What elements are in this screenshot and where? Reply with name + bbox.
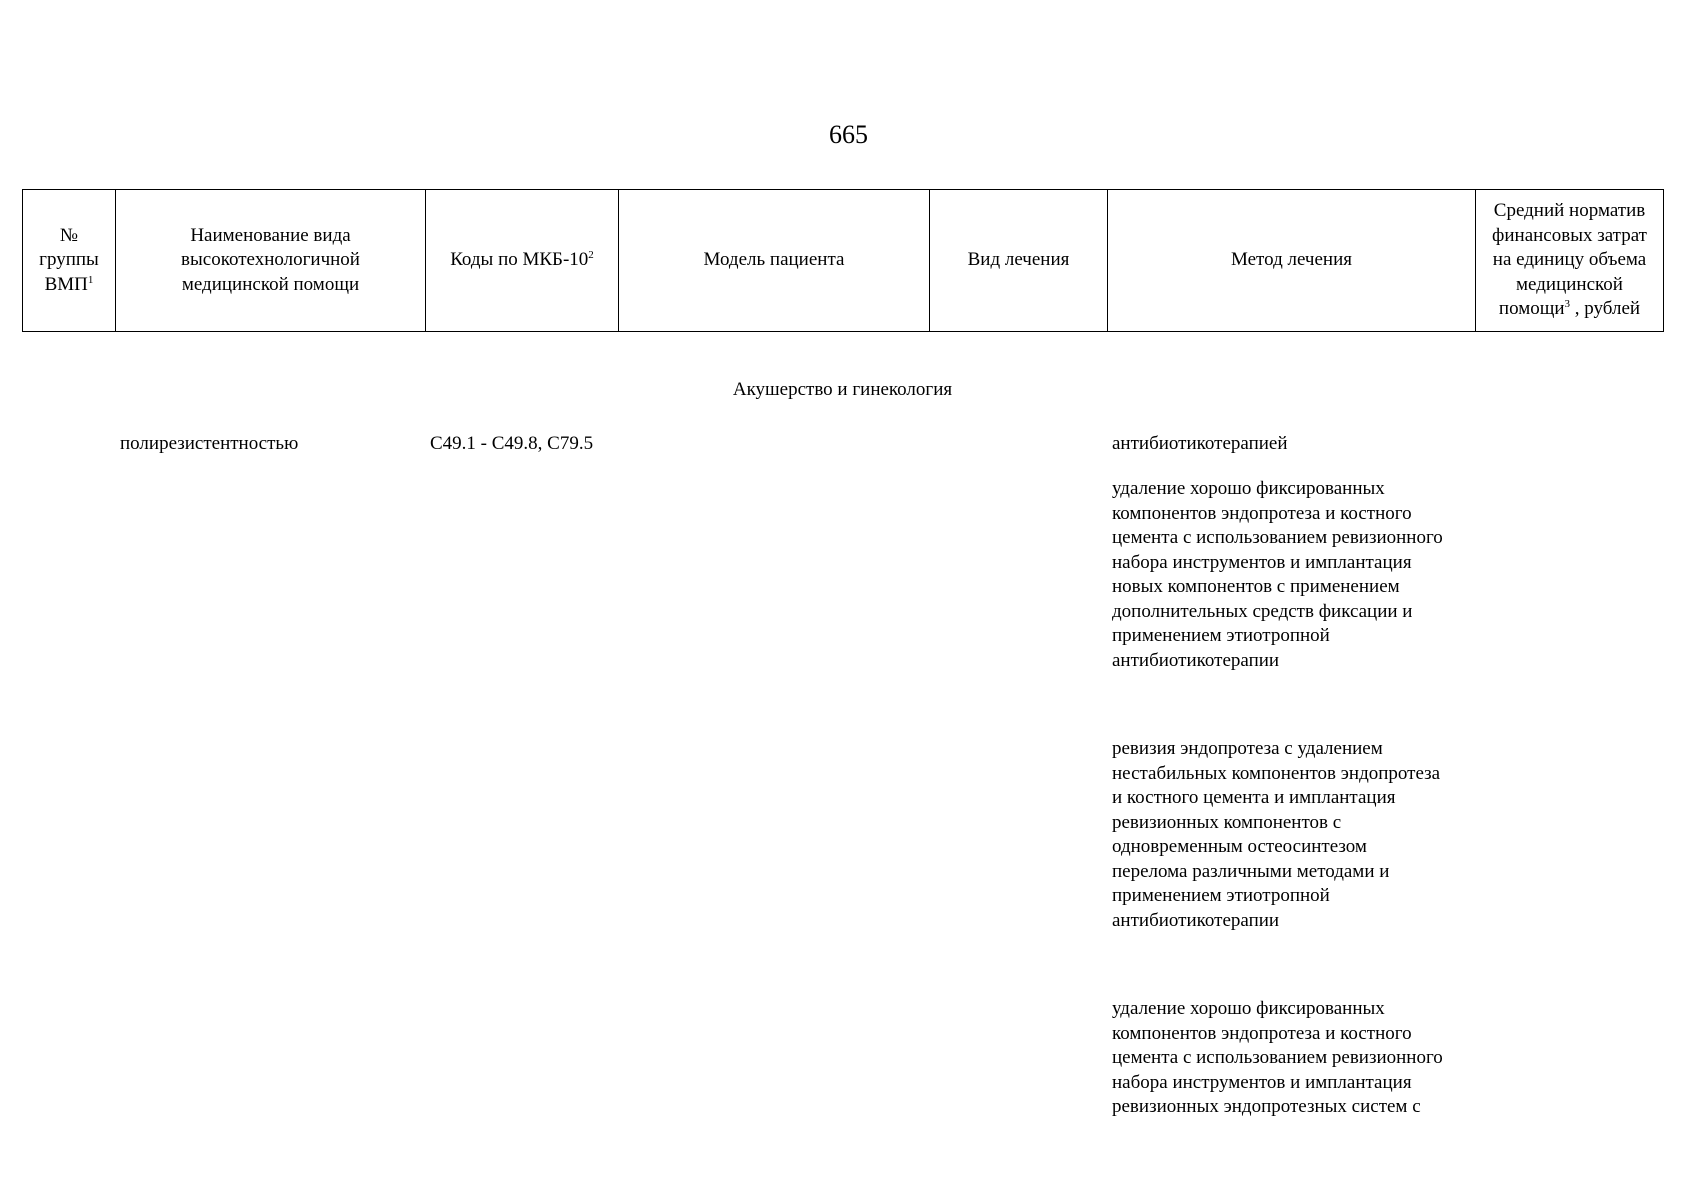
footnote-3: 3 [1564, 298, 1571, 311]
care-type-name-cell: полирезистентностью [120, 433, 299, 454]
header-group-number: № группы ВМП$^1$ [23, 190, 116, 332]
header-care-type-name: Наименование вида высокотехнологичной медицинской помощи [116, 190, 426, 332]
header-patient-model: Модель пациента [619, 190, 930, 332]
page-number: 665 [829, 120, 868, 149]
header-treatment-method: Метод лечения [1108, 190, 1476, 332]
header-treatment-type: Вид лечения [930, 190, 1108, 332]
method-item: удаление хорошо фиксированных компонентов эндопротеза и костного цемента с использованием ревизионного набора инструментов и имплантация ревизионных эндопротезных систем с [1112, 998, 1443, 1117]
method-item: ревизия эндопротеза с удалением нестабильных компонентов эндопротеза и костного цемента и имплантация ревизионных компонентов с одновременным остеосинтезом перелома различными методами и применением этиотропной антибиотикотерапии [1112, 738, 1441, 931]
header-icd-codes: Коды по МКБ-$10^2$ [426, 190, 619, 332]
header-average-cost: Средний норматив финансовых затрат на единицу объема медицинской помощи$^3$ , рублей [1476, 190, 1664, 332]
method-item: антибиотикотерапией [1112, 433, 1288, 454]
section-title: Акушерство и гинекология [732, 379, 953, 400]
footnote-1: 1 [87, 273, 94, 286]
footnote-2: 2 [588, 249, 594, 262]
method-item: удаление хорошо фиксированных компонентов эндопротеза и костного цемента с использованием ревизионного набора инструментов и имплантация новых компонентов с применением дополнительных средств фиксации и применением этиотропной антибиотикотерапии [1112, 478, 1443, 671]
icd-codes-cell: C49.1 - C49.8, C79.5 [430, 433, 594, 454]
table-header [22, 189, 1664, 332]
